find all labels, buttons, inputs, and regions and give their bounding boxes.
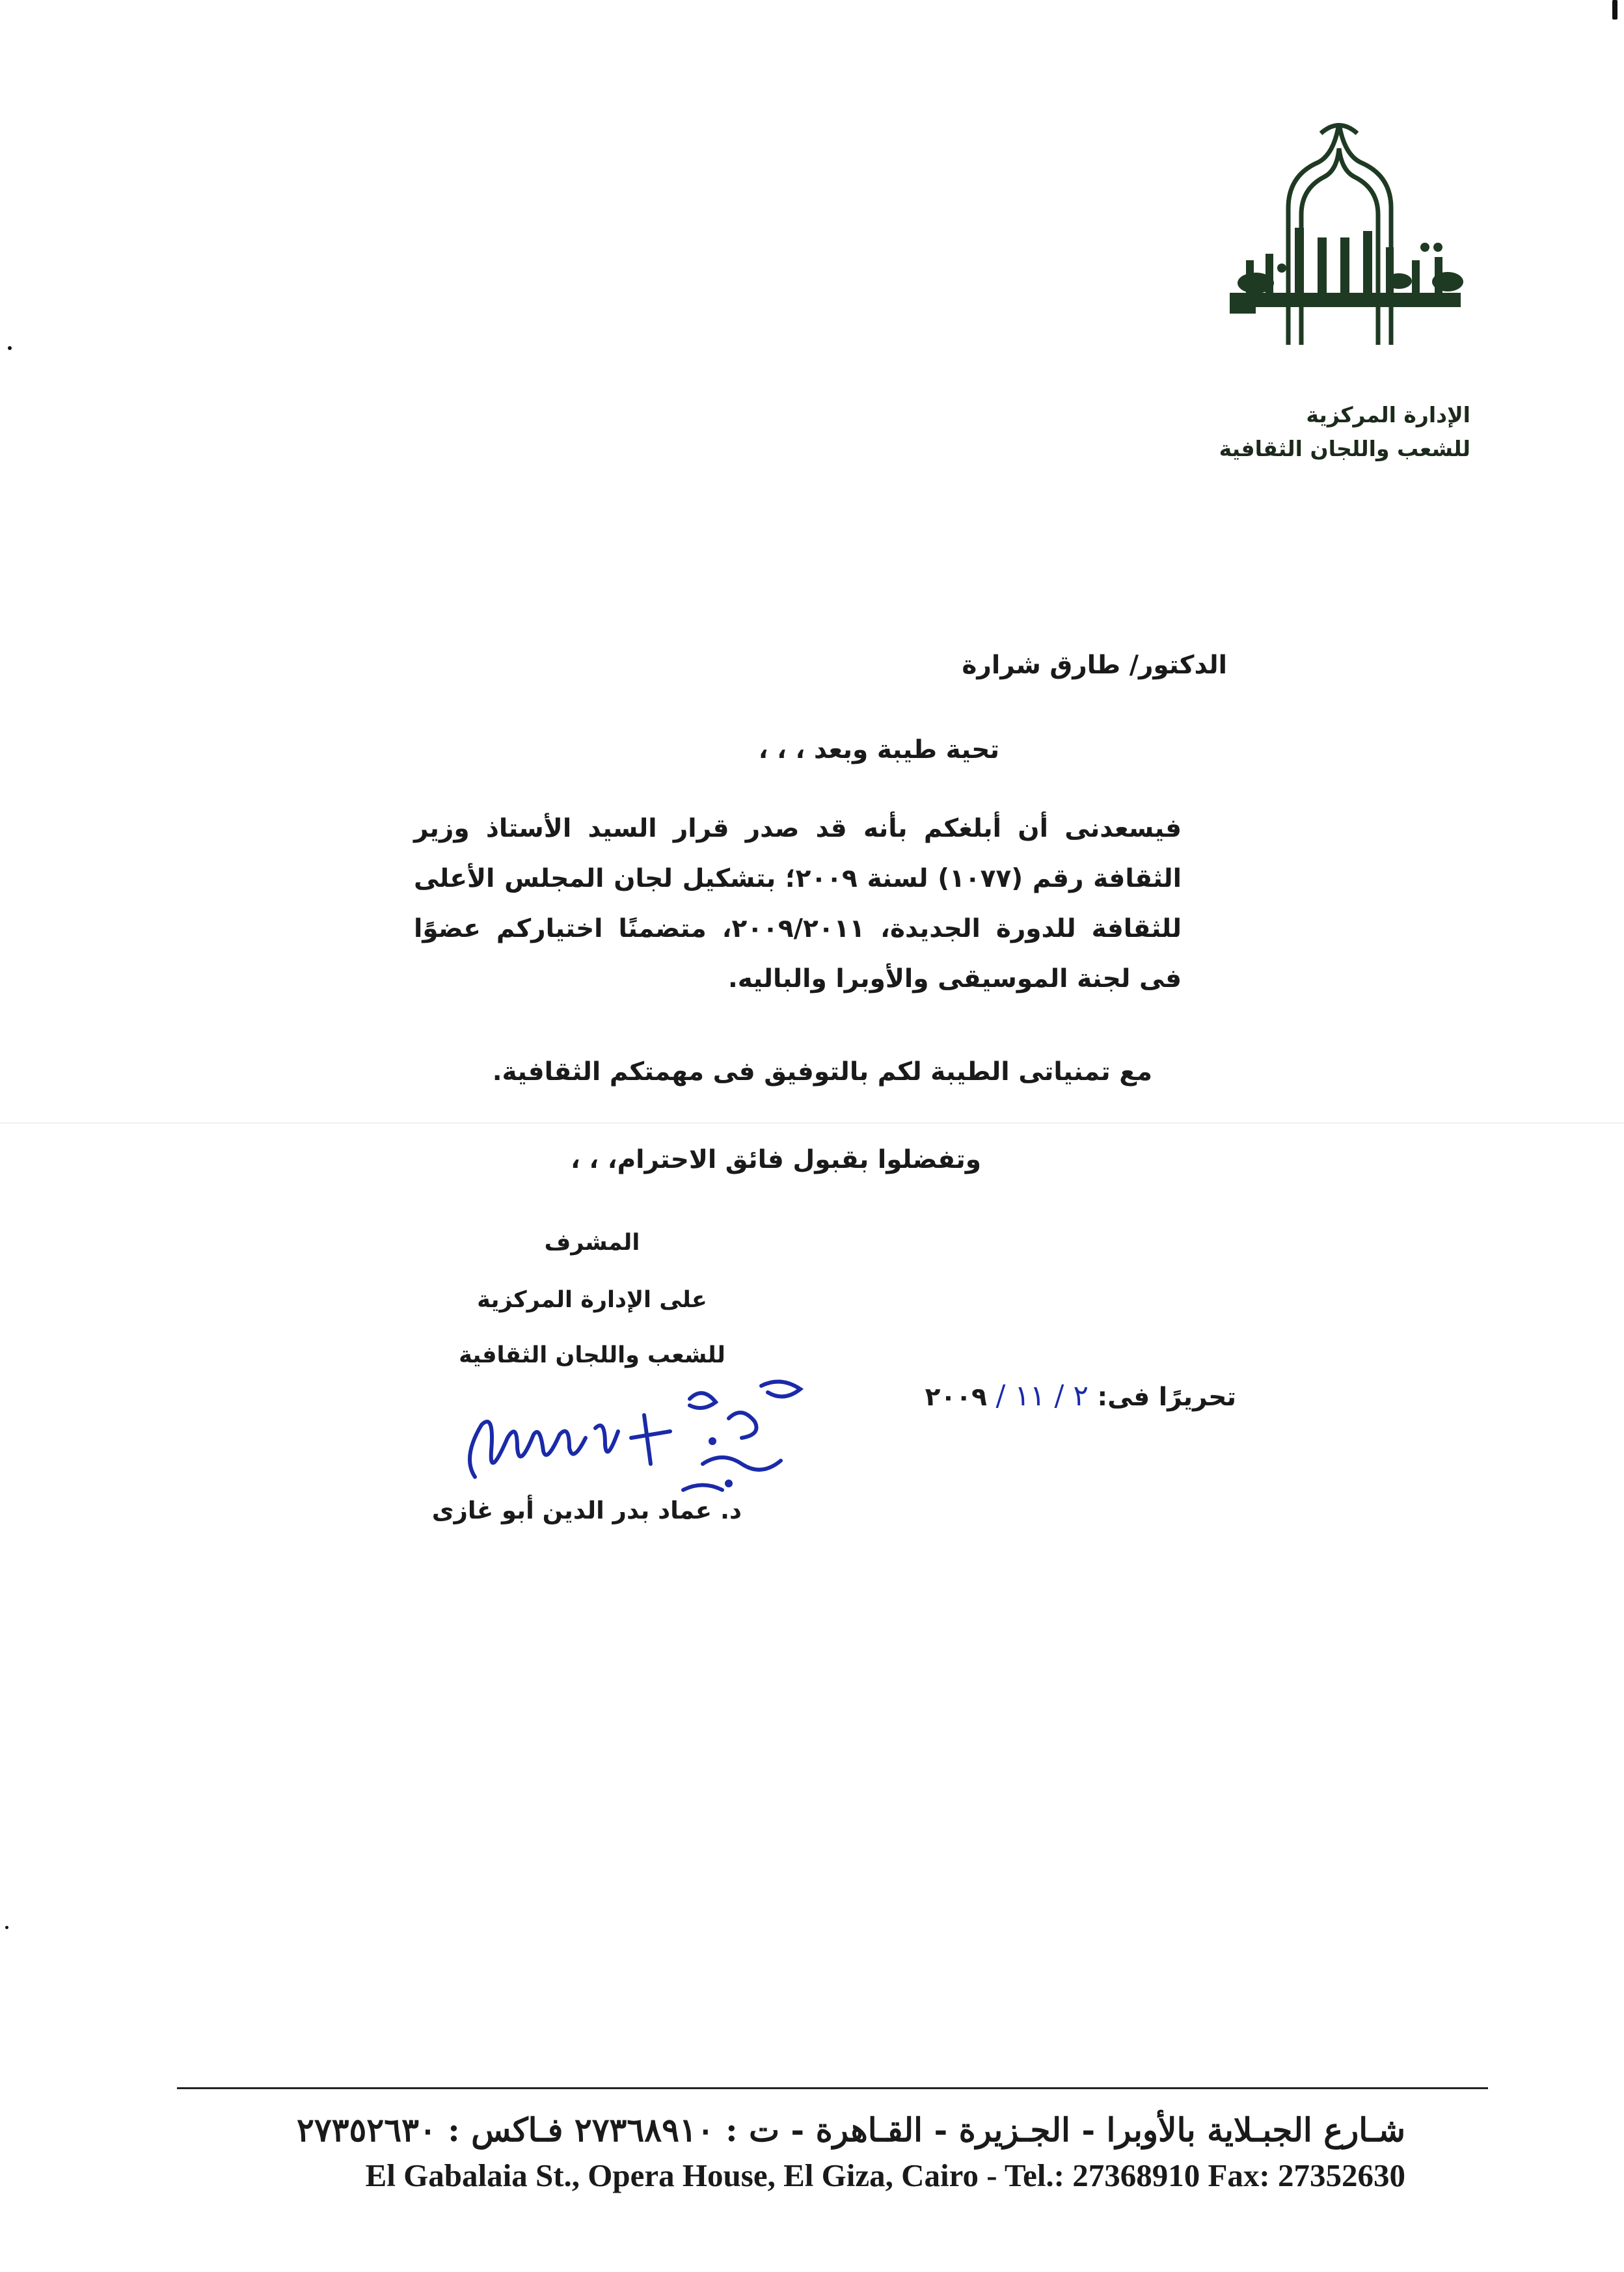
footer-arabic-address: شـارع الجبـلاية بالأوبرا - الجـزيرة - القـاهرة - ت : ٢٧٣٦٨٩١٠ فـاكس : ٢٧٣٥٢٦٣٠ [296, 2111, 1405, 2149]
date-handwritten: ٢ / ١١ / [995, 1379, 1089, 1413]
council-logo [1191, 98, 1496, 384]
dept-name-line2: للشعب واللجان الثقافية [1219, 436, 1470, 461]
closing-line: وتفضلوا بقبول فائق الاحترام، ، ، [570, 1145, 981, 1174]
greeting: تحية طيبة وبعد ، ، ، [758, 735, 999, 764]
footer-divider [177, 2087, 1488, 2089]
signer-name: د. عماد بدر الدين أبو غازى [431, 1496, 742, 1524]
date-year: ٢٠٠٩ [925, 1383, 987, 1412]
scan-speck [5, 1926, 8, 1929]
signer-title-line3: للشعب واللجان الثقافية [459, 1342, 725, 1368]
dept-name-line1: الإدارة المركزية [1306, 402, 1470, 427]
scan-fold-line [0, 1122, 1624, 1124]
body-paragraph: فيسعدنى أن أبلغكم بأنه قد صدر قرار السيد الأستاذ وزير الثقافة رقم (١٠٧٧) لسنة ٢٠٠٩؛ بتشكيل لجان المجلس الأعلى للثقافة للدورة الجديدة، ٢٠٠٩/٢٠١١، متضمنًا اختياركم عضوًا فى لجنة الموسيقى والأوبرا والباليه. [414, 814, 1182, 994]
handwritten-signature [455, 1366, 820, 1509]
recipient: الدكتور/ طارق شرارة [962, 651, 1227, 680]
scan-mark [1612, 0, 1617, 20]
signature-scribble-icon [455, 1366, 820, 1509]
wishes-line: مع تمنياتى الطيبة لكم بالتوفيق فى مهمتكم الثقافية. [492, 1057, 1152, 1087]
date-line [924, 1379, 1236, 1425]
scan-speck [8, 346, 12, 350]
arch-logo-icon [1191, 98, 1496, 384]
footer-english-address: El Gabalaia St., Opera House, El Giza, Cairo - Tel.: 27368910 Fax: 27352630 [365, 2157, 1405, 2193]
signer-title-line2: على الإدارة المركزية [477, 1287, 707, 1313]
signer-title-line1: المشرف [544, 1230, 640, 1256]
date-label: تحريرًا فى: [1097, 1383, 1236, 1412]
